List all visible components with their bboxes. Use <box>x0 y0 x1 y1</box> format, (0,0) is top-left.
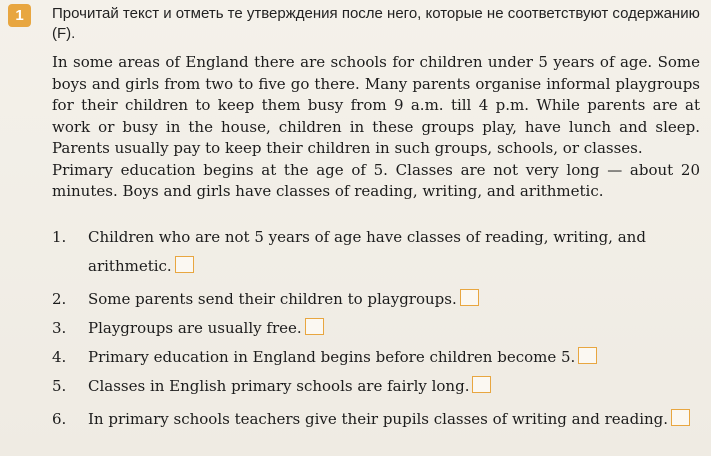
statement-item <box>52 318 700 339</box>
passage-paragraph-2: Primary education begins at the age of 5. Classes are not very long — about 20 minutes. Boys and girls have classes of reading, writing, and arithmetic. <box>52 160 700 200</box>
statement-text: In primary schools teachers give their pupils classes of writing and reading. <box>88 410 669 428</box>
answer-checkbox[interactable] <box>175 256 194 273</box>
statement-number: 3. <box>52 319 67 337</box>
passage-paragraph-1: In some areas of England there are schools for children under 5 years of age. Some boys and girls from two to five go there. Many parents organise informal playgroups for their children to keep them busy from 9 a.m. till 4 p.m. While parents are at work or busy in the house, children in these groups play, have lunch and sleep. Parents usually pay to keep their children in such groups, schools, or classes. <box>52 53 700 157</box>
statement-number: 6. <box>52 410 67 428</box>
statement-text: Some parents send their children to playgroups. <box>88 290 457 308</box>
answer-checkbox[interactable] <box>472 376 491 393</box>
answer-checkbox[interactable] <box>305 318 324 335</box>
statement-text: Children who are not 5 years of age have classes of reading, writing, and arithmetic. <box>88 228 646 275</box>
exercise-instruction: Прочитай текст и отметь те утверждения после него, которые не соответствуют содержанию (F). <box>52 5 700 42</box>
statement-text: Playgroups are usually free. <box>88 319 302 337</box>
statement-item <box>52 289 700 310</box>
answer-checkbox[interactable] <box>460 289 479 306</box>
exercise-number: 1 <box>15 7 24 24</box>
statement-number: 4. <box>52 348 67 366</box>
statement-number: 5. <box>52 377 67 395</box>
answer-checkbox[interactable] <box>578 347 597 364</box>
statement-item <box>52 405 700 434</box>
statement-item <box>52 376 700 397</box>
statement-text: Classes in English primary schools are fairly long. <box>88 377 470 395</box>
exercise-number-badge <box>8 4 31 27</box>
statement-number: 1. <box>52 228 67 246</box>
statement-item <box>52 223 700 281</box>
statement-text: Primary education in England begins before children become 5. <box>88 348 576 366</box>
statement-number: 2. <box>52 290 67 308</box>
statement-list <box>52 223 700 442</box>
reading-passage <box>52 52 700 203</box>
statement-item <box>52 347 700 368</box>
answer-checkbox[interactable] <box>671 409 690 426</box>
